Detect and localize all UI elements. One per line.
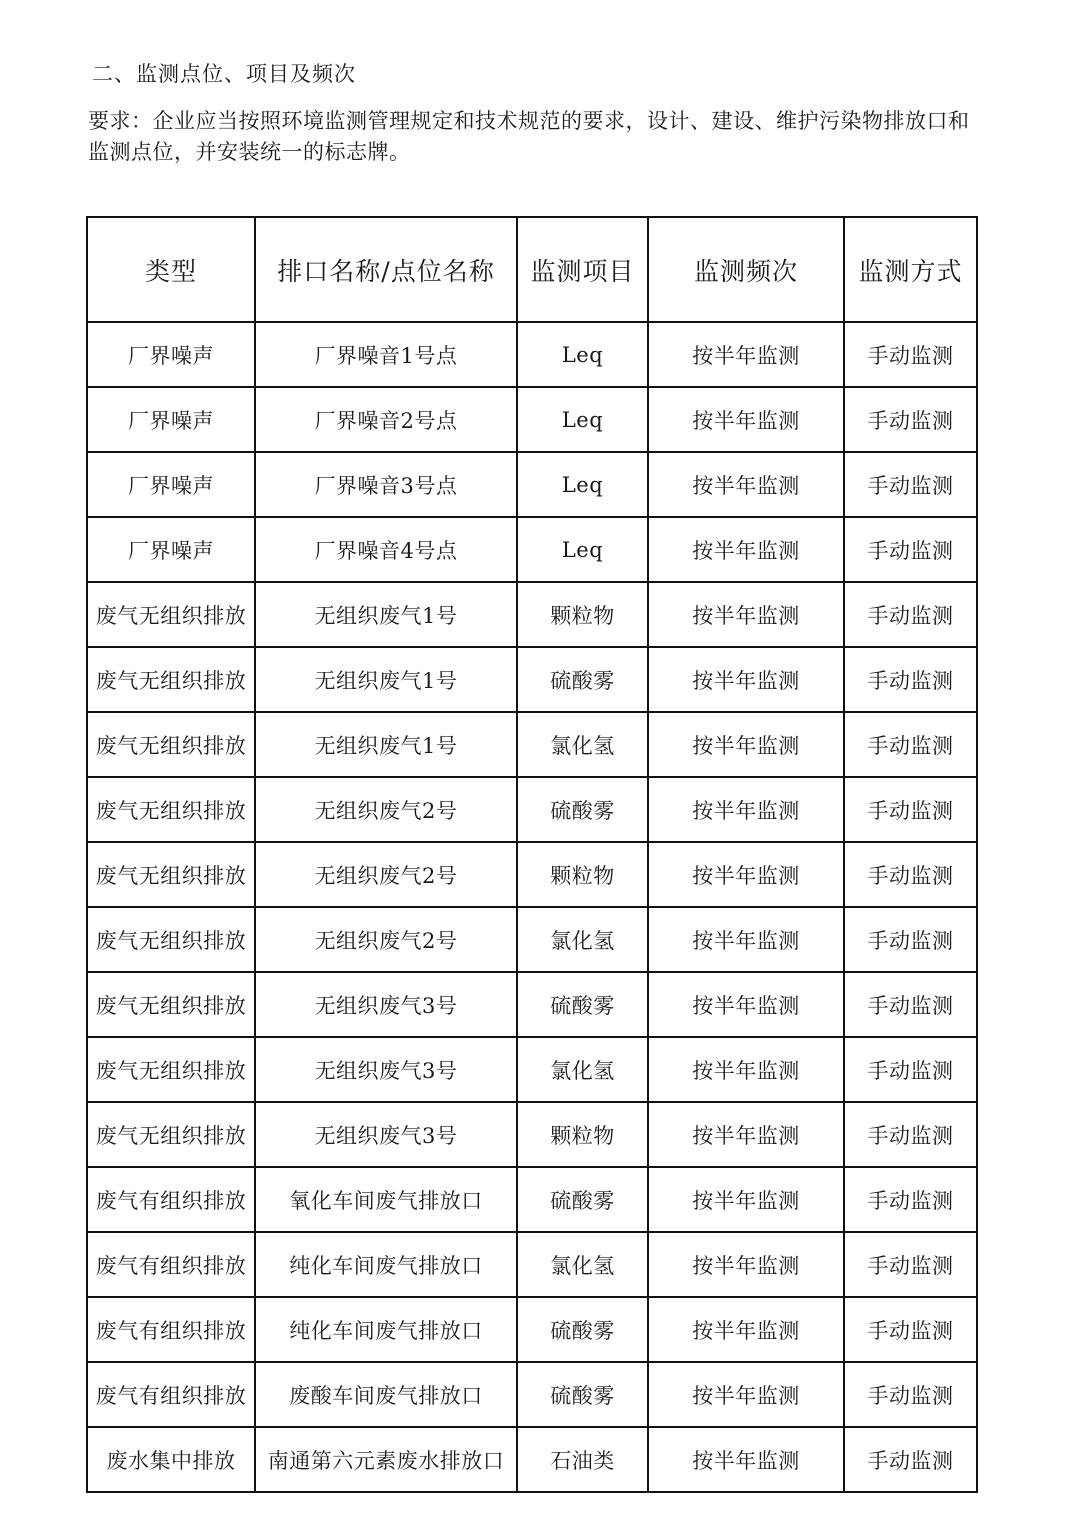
- cell-frequency: 按半年监测: [648, 1232, 844, 1297]
- header-type: 类型: [87, 217, 255, 322]
- cell-method: 手动监测: [844, 712, 977, 777]
- table-row: [87, 1232, 977, 1297]
- cell-monitoring-item: 硫酸雾: [517, 647, 648, 712]
- cell-method: 手动监测: [844, 517, 977, 582]
- cell-monitoring-item: 石油类: [517, 1427, 648, 1492]
- cell-method: 手动监测: [844, 452, 977, 517]
- cell-outlet-name: 无组织废气1号: [255, 582, 517, 647]
- header-monitoring-item: 监测项目: [517, 217, 648, 322]
- cell-frequency: 按半年监测: [648, 452, 844, 517]
- cell-frequency: 按半年监测: [648, 647, 844, 712]
- cell-monitoring-item: 颗粒物: [517, 1102, 648, 1167]
- cell-frequency: 按半年监测: [648, 1362, 844, 1427]
- table-row: [87, 1167, 977, 1232]
- cell-type: 废气有组织排放: [87, 1297, 255, 1362]
- table-row: [87, 1427, 977, 1492]
- table-row: [87, 517, 977, 582]
- header-monitoring-method: 监测方式: [844, 217, 977, 322]
- cell-outlet-name: 氧化车间废气排放口: [255, 1167, 517, 1232]
- cell-method: 手动监测: [844, 907, 977, 972]
- table-row: [87, 322, 977, 387]
- cell-outlet-name: 厂界噪音2号点: [255, 387, 517, 452]
- cell-monitoring-item: 氯化氢: [517, 712, 648, 777]
- table-row: [87, 777, 977, 842]
- cell-monitoring-item: 硫酸雾: [517, 1297, 648, 1362]
- cell-frequency: 按半年监测: [648, 1297, 844, 1362]
- cell-outlet-name: 无组织废气2号: [255, 777, 517, 842]
- header-outlet-name: 排口名称/点位名称: [255, 217, 517, 322]
- cell-outlet-name: 纯化车间废气排放口: [255, 1297, 517, 1362]
- cell-type: 废气有组织排放: [87, 1362, 255, 1427]
- table-row: [87, 387, 977, 452]
- cell-frequency: 按半年监测: [648, 842, 844, 907]
- table-row: [87, 712, 977, 777]
- cell-method: 手动监测: [844, 322, 977, 387]
- cell-monitoring-item: 硫酸雾: [517, 1167, 648, 1232]
- cell-frequency: 按半年监测: [648, 582, 844, 647]
- cell-type: 厂界噪声: [87, 517, 255, 582]
- cell-outlet-name: 无组织废气3号: [255, 1037, 517, 1102]
- cell-outlet-name: 无组织废气3号: [255, 972, 517, 1037]
- cell-method: 手动监测: [844, 1297, 977, 1362]
- cell-frequency: 按半年监测: [648, 1427, 844, 1492]
- cell-monitoring-item: Leq: [517, 452, 648, 517]
- cell-type: 废气无组织排放: [87, 842, 255, 907]
- table-row: [87, 452, 977, 517]
- cell-method: 手动监测: [844, 647, 977, 712]
- cell-type: 废气有组织排放: [87, 1167, 255, 1232]
- cell-monitoring-item: 硫酸雾: [517, 777, 648, 842]
- cell-type: 厂界噪声: [87, 322, 255, 387]
- table-row: [87, 842, 977, 907]
- cell-method: 手动监测: [844, 1037, 977, 1102]
- cell-type: 废气无组织排放: [87, 712, 255, 777]
- cell-type: 废气无组织排放: [87, 1037, 255, 1102]
- cell-monitoring-item: 硫酸雾: [517, 972, 648, 1037]
- cell-frequency: 按半年监测: [648, 1037, 844, 1102]
- cell-outlet-name: 无组织废气2号: [255, 842, 517, 907]
- cell-monitoring-item: 颗粒物: [517, 842, 648, 907]
- cell-monitoring-item: 氯化氢: [517, 1037, 648, 1102]
- requirement-paragraph: 要求：企业应当按照环境监测管理规定和技术规范的要求，设计、建设、维护污染物排放口和监测点位，并安装统一的标志牌。: [88, 109, 970, 164]
- cell-frequency: 按半年监测: [648, 1167, 844, 1232]
- cell-monitoring-item: Leq: [517, 387, 648, 452]
- cell-frequency: 按半年监测: [648, 777, 844, 842]
- cell-outlet-name: 无组织废气3号: [255, 1102, 517, 1167]
- cell-outlet-name: 厂界噪音4号点: [255, 517, 517, 582]
- cell-type: 废气无组织排放: [87, 582, 255, 647]
- cell-method: 手动监测: [844, 777, 977, 842]
- cell-method: 手动监测: [844, 582, 977, 647]
- table-row: [87, 907, 977, 972]
- section-title: 二、监测点位、项目及频次: [92, 62, 356, 86]
- cell-monitoring-item: 氯化氢: [517, 1232, 648, 1297]
- cell-outlet-name: 无组织废气1号: [255, 647, 517, 712]
- cell-type: 废气无组织排放: [87, 777, 255, 842]
- cell-frequency: 按半年监测: [648, 972, 844, 1037]
- cell-frequency: 按半年监测: [648, 387, 844, 452]
- cell-outlet-name: 无组织废气2号: [255, 907, 517, 972]
- cell-type: 废气无组织排放: [87, 972, 255, 1037]
- cell-type: 废气无组织排放: [87, 647, 255, 712]
- cell-frequency: 按半年监测: [648, 517, 844, 582]
- header-monitoring-frequency: 监测频次: [648, 217, 844, 322]
- cell-type: 废气有组织排放: [87, 1232, 255, 1297]
- cell-outlet-name: 无组织废气1号: [255, 712, 517, 777]
- table-row: [87, 1037, 977, 1102]
- cell-outlet-name: 厂界噪音3号点: [255, 452, 517, 517]
- table-header-row: [87, 217, 977, 322]
- table-row: [87, 972, 977, 1037]
- cell-monitoring-item: Leq: [517, 322, 648, 387]
- table-row: [87, 1362, 977, 1427]
- cell-outlet-name: 厂界噪音1号点: [255, 322, 517, 387]
- cell-method: 手动监测: [844, 1167, 977, 1232]
- cell-method: 手动监测: [844, 972, 977, 1037]
- cell-method: 手动监测: [844, 842, 977, 907]
- cell-frequency: 按半年监测: [648, 322, 844, 387]
- cell-frequency: 按半年监测: [648, 907, 844, 972]
- cell-monitoring-item: 氯化氢: [517, 907, 648, 972]
- cell-type: 厂界噪声: [87, 452, 255, 517]
- cell-type: 废气无组织排放: [87, 1102, 255, 1167]
- cell-monitoring-item: 颗粒物: [517, 582, 648, 647]
- cell-monitoring-item: Leq: [517, 517, 648, 582]
- cell-outlet-name: 废酸车间废气排放口: [255, 1362, 517, 1427]
- cell-frequency: 按半年监测: [648, 712, 844, 777]
- cell-method: 手动监测: [844, 1232, 977, 1297]
- cell-outlet-name: 纯化车间废气排放口: [255, 1232, 517, 1297]
- cell-method: 手动监测: [844, 387, 977, 452]
- table-row: [87, 582, 977, 647]
- monitoring-table: [86, 216, 978, 1493]
- cell-method: 手动监测: [844, 1102, 977, 1167]
- cell-type: 废气无组织排放: [87, 907, 255, 972]
- cell-method: 手动监测: [844, 1362, 977, 1427]
- cell-frequency: 按半年监测: [648, 1102, 844, 1167]
- cell-method: 手动监测: [844, 1427, 977, 1492]
- cell-type: 厂界噪声: [87, 387, 255, 452]
- cell-type: 废水集中排放: [87, 1427, 255, 1492]
- cell-monitoring-item: 硫酸雾: [517, 1362, 648, 1427]
- table-row: [87, 647, 977, 712]
- cell-outlet-name: 南通第六元素废水排放口: [255, 1427, 517, 1492]
- table-row: [87, 1102, 977, 1167]
- table-row: [87, 1297, 977, 1362]
